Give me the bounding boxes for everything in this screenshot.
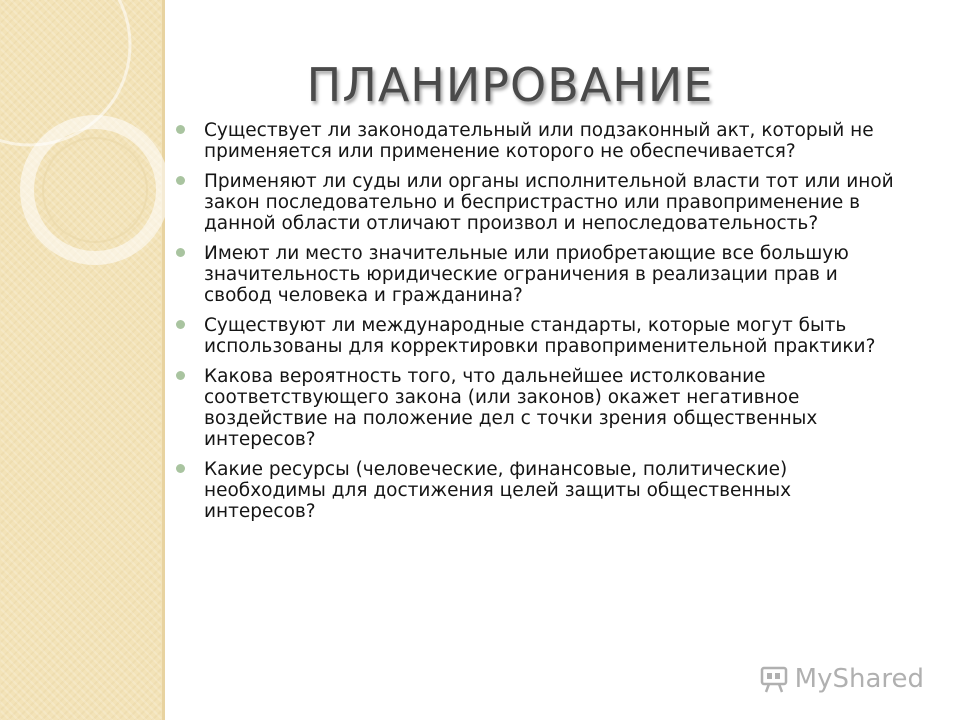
- bullet-text: Применяют ли суды или органы исполнительной власти тот или иной закон последовательно и беспристрастно или правоприменение в данной области отличают произвол и непоследовательность?: [204, 171, 894, 234]
- bullet-item: [176, 120, 906, 162]
- bullet-list: [176, 120, 906, 531]
- bullet-item: [176, 459, 906, 522]
- decorative-ring-small: [27, 122, 163, 258]
- presentation-board-icon: [759, 665, 789, 693]
- bullet-item: [176, 366, 906, 450]
- bullet-item: [176, 171, 906, 234]
- bullet-icon: [176, 464, 185, 473]
- bullet-text: Существуют ли международные стандарты, которые могут быть использованы для корректировки правоприменительной практики?: [204, 315, 876, 357]
- bullet-icon: [176, 320, 185, 329]
- bullet-text: Имеют ли место значительные или приобретающие все большую значительность юридические ограничения в реализации прав и свобод человека и гражданина?: [204, 243, 849, 306]
- bullet-text: Существует ли законодательный или подзаконный акт, который не применяется или применение которого не обеспечивается?: [204, 120, 874, 162]
- slide-title: ПЛАНИРОВАНИЕ: [306, 58, 714, 112]
- watermark-link[interactable]: [759, 664, 924, 694]
- bullet-text: Какова вероятность того, что дальнейшее истолкование соответствующего закона (или законов) окажет негативное воздействие на положение дел с точки зрения общественных интересов?: [204, 366, 818, 450]
- decorative-rings: [0, 0, 170, 320]
- bullet-text: Какие ресурсы (человеческие, финансовые, политические) необходимы для достижения целей защиты общественных интересов?: [204, 459, 792, 522]
- bullet-icon: [176, 371, 185, 380]
- watermark-text: MyShared: [794, 664, 924, 694]
- bullet-icon: [176, 248, 185, 257]
- bullet-item: [176, 243, 906, 306]
- bullet-item: [176, 315, 906, 357]
- decorative-ring-inner: [43, 138, 147, 242]
- bullet-icon: [176, 125, 185, 134]
- bullet-icon: [176, 176, 185, 185]
